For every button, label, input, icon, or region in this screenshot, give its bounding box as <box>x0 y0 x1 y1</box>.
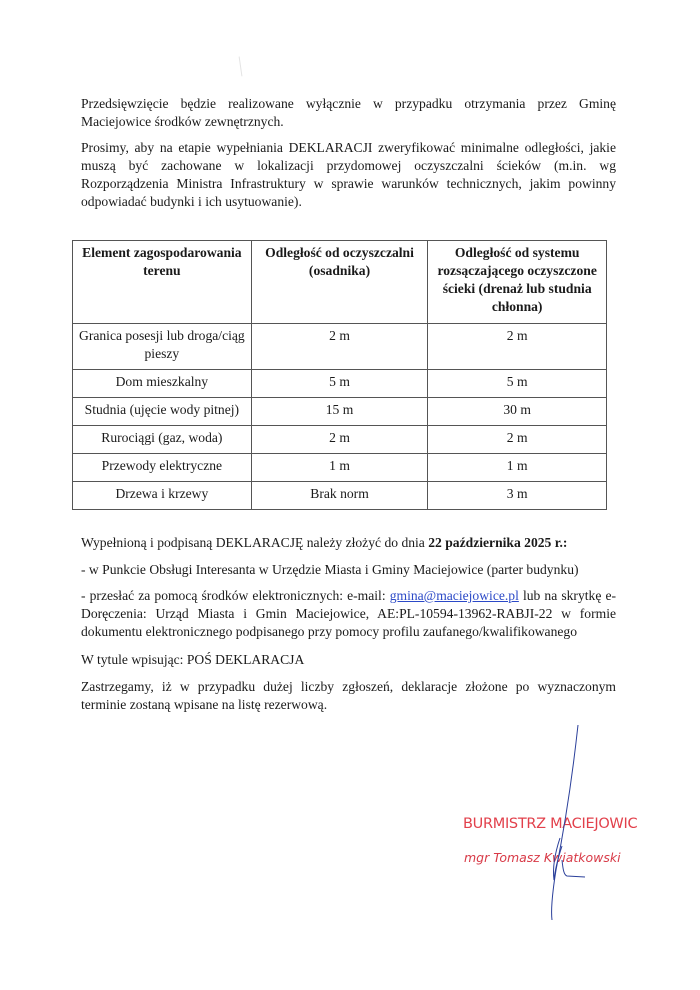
email-link[interactable]: gmina@maciejowice.pl <box>389 588 519 603</box>
table-header-row <box>73 241 607 324</box>
cell-treatment-distance: 1 m <box>251 454 428 482</box>
table-row <box>73 324 607 370</box>
table-row <box>73 398 607 426</box>
minimum-distances-table <box>72 240 607 510</box>
cell-drainage-distance: 2 m <box>428 324 607 370</box>
deadline-paragraph <box>81 534 616 552</box>
reservation-note: Zastrzegamy, iż w przypadku dużej liczby zgłoszeń, deklaracje złożone po wyznaczonym terminie zostaną wpisane na listę rezerwową. <box>81 679 616 712</box>
electronic-prefix: - przesłać za pomocą środków elektronicznych: e-mail: <box>81 588 390 603</box>
cell-element: Rurociągi (gaz, woda) <box>73 426 252 454</box>
header-distance-drainage-system: Odległość od systemu rozsączającego oczyszczone ścieki (drenaż lub studnia chłonna) <box>428 241 607 324</box>
deadline-date: 22 października 2025 r.: <box>428 535 568 550</box>
signature-stroke-tail <box>562 860 585 877</box>
cell-element: Drzewa i krzewy <box>73 482 252 510</box>
cell-element: Dom mieszkalny <box>73 370 252 398</box>
cell-drainage-distance: 2 m <box>428 426 607 454</box>
cell-treatment-distance: 2 m <box>251 324 428 370</box>
cell-drainage-distance: 5 m <box>428 370 607 398</box>
table-row <box>73 454 607 482</box>
distance-verification-paragraph: Prosimy, aby na etapie wypełniania DEKLARACJI zweryfikować minimalne odległości, jakie muszą być zachowane w lokalizacji przydomowej oczyszczalni ścieków (m.in. wg Rozporządzenia Ministra Infrastruktury w sprawie warunków technicznych, jakim powinny odpowiadać budynki i ich usytuowanie). <box>81 140 616 209</box>
electronic-suffix: lub na skrytkę e-Doręczenia: Urząd Miasta i Gmin Maciejowice, AE:PL-10594-13962-RABJI-22 w formie dokumentu elektronicznego podpisanego przy pomocy profilu zaufanego/kwalifikowanego <box>81 588 617 639</box>
submission-in-person: - w Punkcie Obsługi Interesanta w Urzędzie Miasta i Gminy Maciejowice (parter budynku) <box>81 562 579 577</box>
funding-condition-paragraph: Przedsięwzięcie będzie realizowane wyłącznie w przypadku otrzymania przez Gminę Maciejowice środków zewnętrznych. <box>81 96 616 129</box>
cell-treatment-distance: Brak norm <box>251 482 428 510</box>
scan-artifact <box>239 56 249 77</box>
header-distance-treatment-plant: Odległość od oczyszczalni (osadnika) <box>251 241 428 324</box>
cell-treatment-distance: 2 m <box>251 426 428 454</box>
handwritten-signature <box>540 720 600 930</box>
cell-drainage-distance: 3 m <box>428 482 607 510</box>
table-row <box>73 426 607 454</box>
submission-electronic <box>81 587 616 641</box>
title-instruction: W tytule wpisując: POŚ DEKLARACJA <box>81 652 305 667</box>
cell-element: Studnia (ujęcie wody pitnej) <box>73 398 252 426</box>
mayor-stamp-name: mgr Tomasz Kwiatkowski <box>464 850 621 865</box>
deadline-prefix: Wypełnioną i podpisaną DEKLARACJĘ należy złożyć do dnia <box>81 535 429 550</box>
table-row <box>73 482 607 510</box>
mayor-stamp-title: BURMISTRZ MACIEJOWIC <box>463 816 638 832</box>
cell-treatment-distance: 5 m <box>251 370 428 398</box>
cell-treatment-distance: 15 m <box>251 398 428 426</box>
cell-drainage-distance: 1 m <box>428 454 607 482</box>
cell-drainage-distance: 30 m <box>428 398 607 426</box>
signature-stroke-main <box>552 725 578 920</box>
table-row <box>73 370 607 398</box>
cell-element: Granica posesji lub droga/ciąg pieszy <box>73 324 252 370</box>
cell-element: Przewody elektryczne <box>73 454 252 482</box>
header-element: Element zagospodarowania terenu <box>73 241 252 324</box>
